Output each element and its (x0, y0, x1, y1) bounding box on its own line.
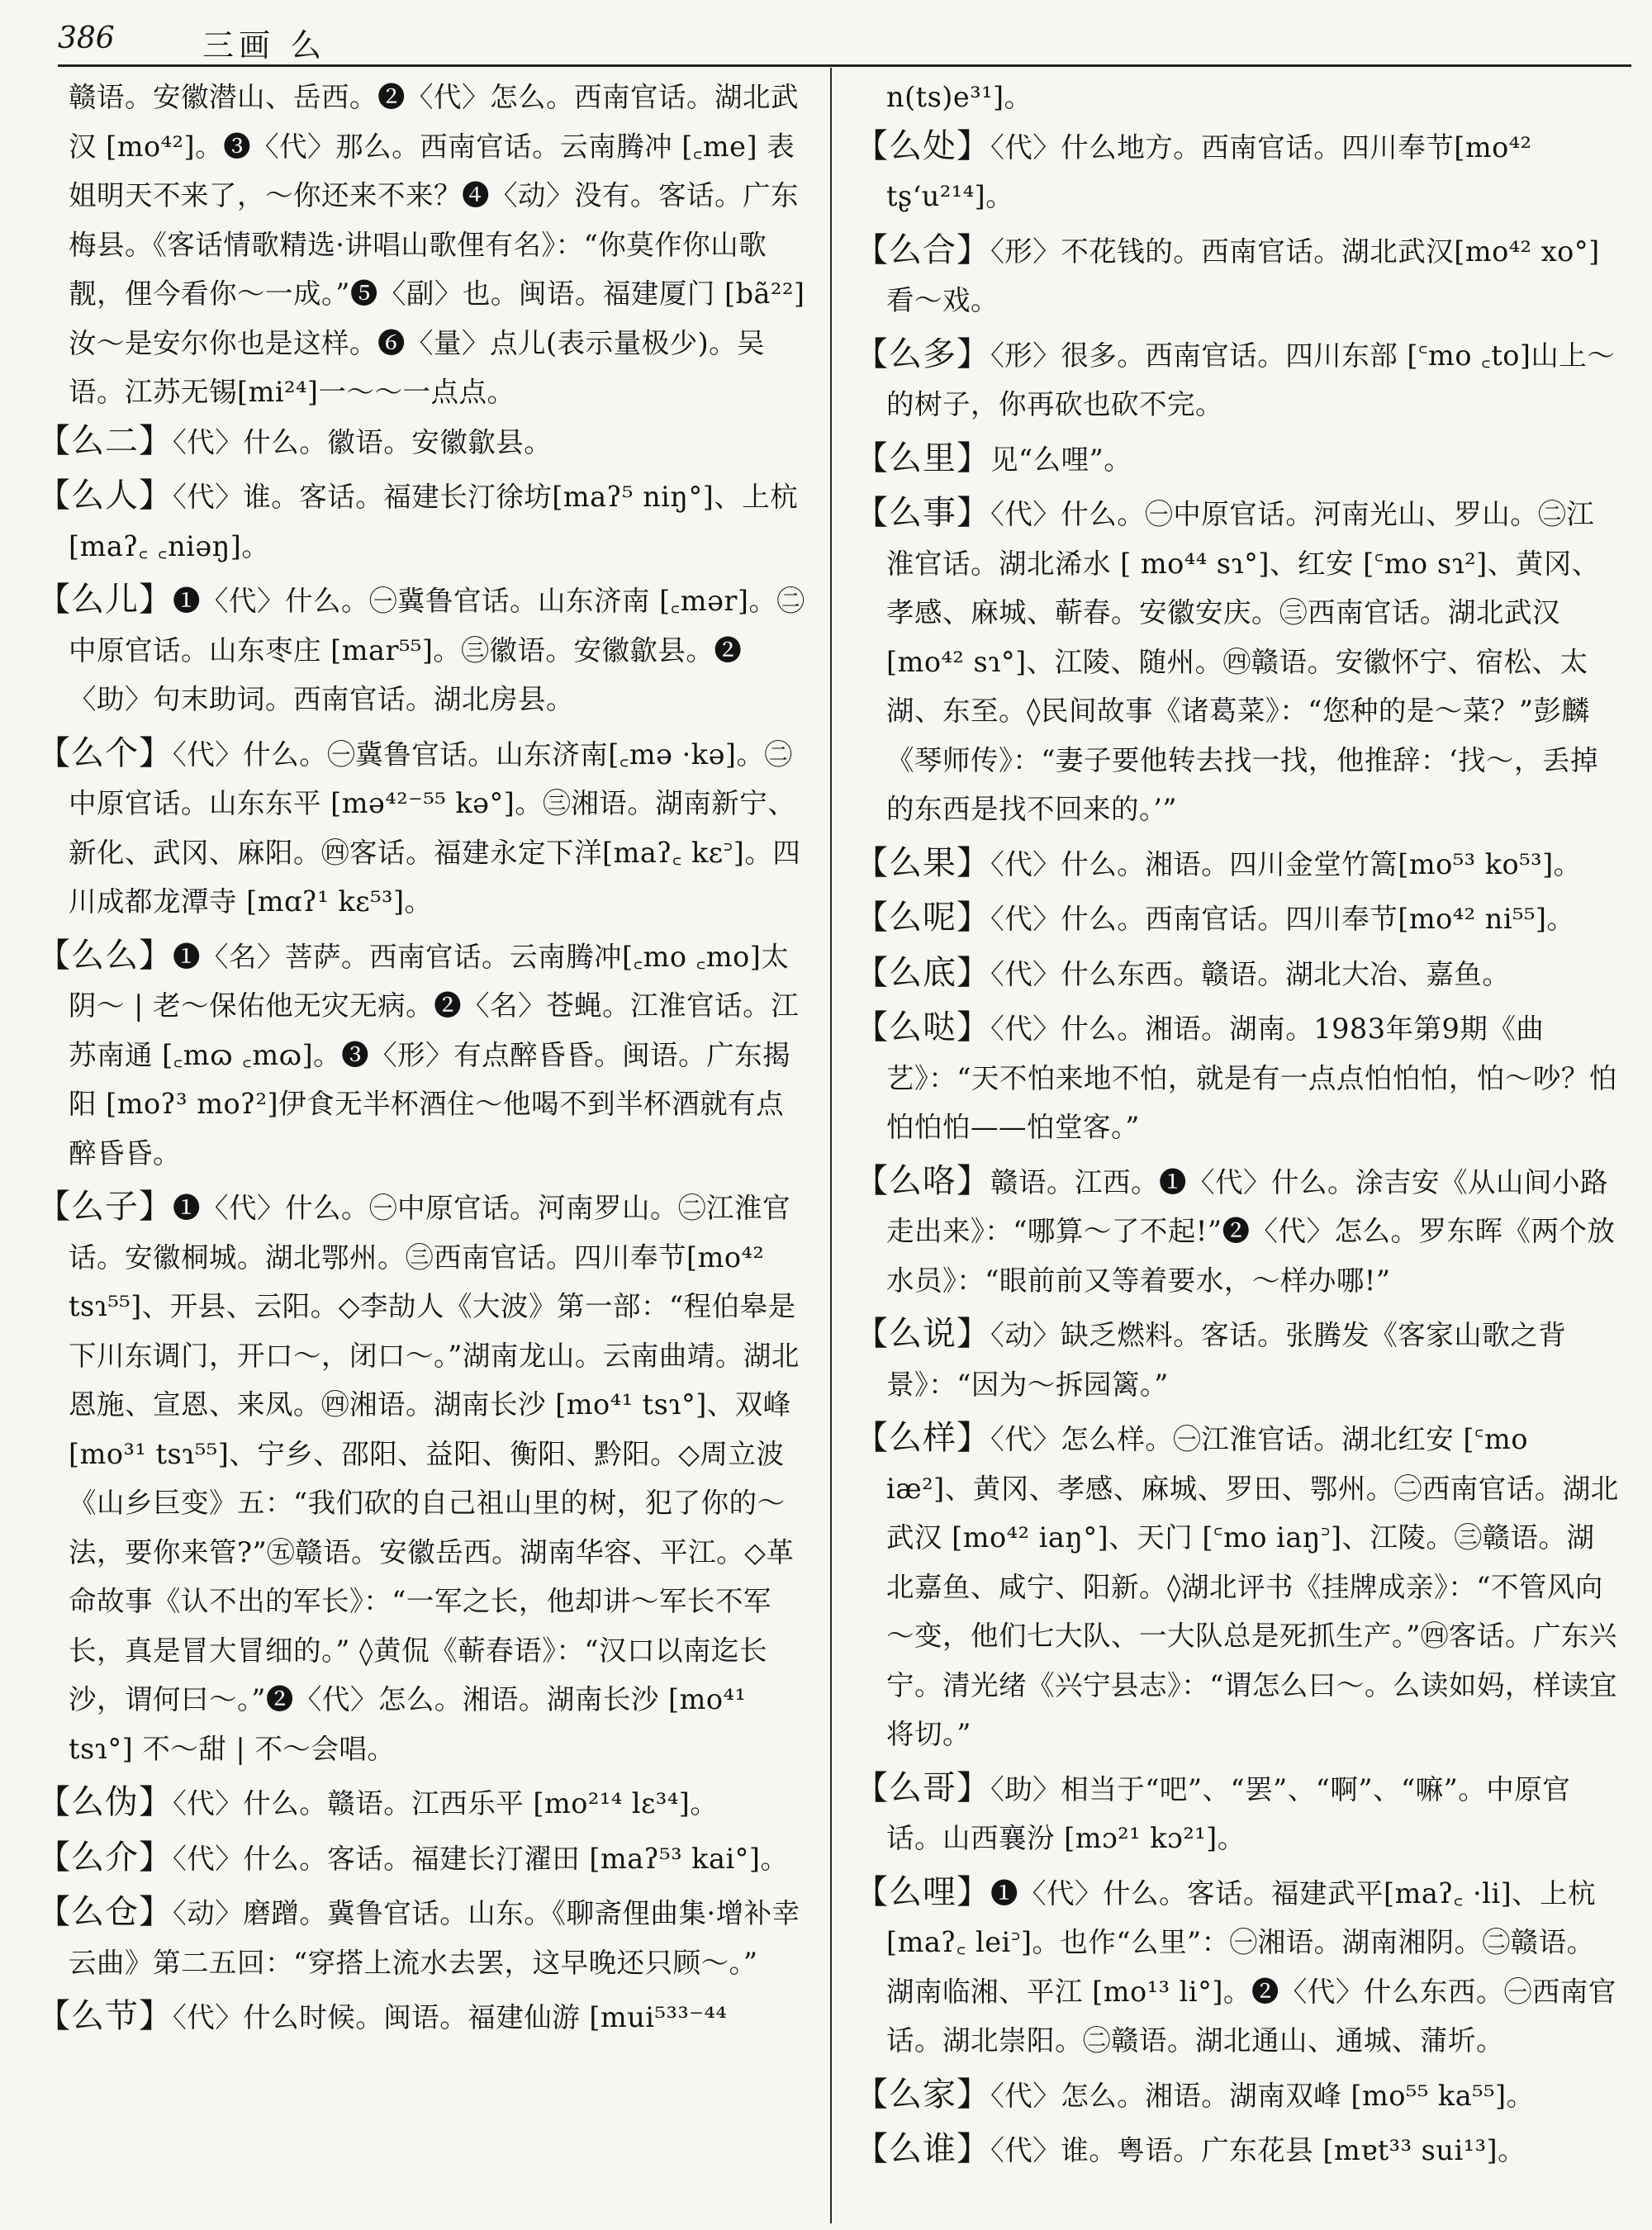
entry-text: 〈形〉不花钱的。西南官话。湖北武汉[mo⁴² xo°] 看～戏。 (886, 235, 1600, 316)
entry-headword: 【么子】 (37, 1188, 173, 1226)
entry-text: 〈助〉相当于“吧”、“罢”、“啊”、“嘛”。中原官话。山西襄汾 [mɔ²¹ kɔ²¹]。 (886, 1772, 1571, 1854)
dictionary-entry (855, 1414, 1619, 1759)
entry-headword: 【么样】 (855, 1419, 990, 1457)
dictionary-entry (37, 729, 805, 927)
dictionary-entry (855, 2071, 1619, 2121)
entry-headword: 【么哥】 (855, 1768, 990, 1807)
entry-text: 〈动〉磨蹭。冀鲁官话。山东。《聊斋俚曲集·增补幸云曲》第二五回：“穿搭上流水去罢，这早晚还只顾～。” (69, 1897, 800, 1979)
dictionary-entry (37, 1992, 805, 2043)
entry-headword: 【么里】 (855, 439, 990, 477)
dictionary-entry (855, 1868, 1619, 2066)
right-column (855, 73, 1619, 2220)
entry-text: 〈代〉什么。湘语。四川金堂竹篙[mo⁵³ ko⁵³]。 (990, 847, 1582, 880)
entry-headword: 【么家】 (855, 2075, 990, 2114)
entry-text: n(ts)e³¹]。 (886, 81, 1032, 113)
dictionary-entry (37, 1888, 805, 1987)
dictionary-entry (855, 1310, 1619, 1409)
entry-headword: 【么二】 (37, 421, 173, 460)
dictionary-entry (855, 122, 1619, 221)
entry-headword: 【么人】 (37, 477, 173, 515)
entry-text: ❶〈代〉什么。㊀冀鲁官话。山东济南 [꜀mər]。㊁中原官话。山东枣庄 [mar⁵⁵]。㊂徽语。安徽歙县。❷〈助〉句末助词。西南官话。湖北房县。 (69, 585, 805, 715)
page-header (58, 15, 1631, 67)
dictionary-entry (855, 489, 1619, 834)
entry-headword: 【么个】 (37, 733, 173, 772)
entry-text: 〈代〉什么。西南官话。四川奉节[mo⁴² ni⁵⁵]。 (990, 903, 1575, 935)
entry-headword: 【么儿】 (37, 581, 173, 619)
entry-headword: 【么节】 (37, 1997, 173, 2035)
page-number: 386 (58, 21, 115, 55)
dictionary-entry (37, 1834, 805, 1884)
dictionary-entry (37, 1778, 805, 1829)
entry-text: 〈代〉什么地方。西南官话。四川奉节[mo⁴² tʂʻu²¹⁴]。 (886, 130, 1532, 212)
entry-text: 〈代〉谁。粤语。广东花县 [mɐt³³ sui¹³]。 (990, 2134, 1526, 2166)
continued-entry (37, 73, 805, 417)
dictionary-entry (37, 1183, 805, 1773)
entry-headword: 【么果】 (855, 843, 990, 882)
running-head: 三画 么 (202, 27, 327, 64)
entry-text: 〈代〉什么。徽语。安徽歙县。 (173, 425, 553, 458)
dictionary-entry (855, 330, 1619, 429)
entry-text: 赣语。江西。❶〈代〉什么。涂吉安《从山间小路走出来》：“哪算～了不起!”❷〈代〉怎么。罗东晖《两个放水员》：“眼前前又等着要水，～样办哪!” (886, 1165, 1616, 1297)
dictionary-entry (37, 417, 805, 467)
dictionary-entry (855, 434, 1619, 485)
entry-text: 赣语。安徽潜山、岳西。❷〈代〉怎么。西南官话。湖北武汉 [mo⁴²]。❸〈代〉那么。西南官话。云南腾冲 [꜀me] 表姐明天不来了，～你还来不来？❹〈动〉没有。客话。广东梅县。《客话情歌精选·讲唱山歌俚有名》：“你莫作你山歌靓，俚今看你～一成。”❺〈副〉也。闽语。福建厦门 [bã²²] 汝～是安尔你也是这样。❻〈量〉点儿(表示量极少)。吴语。江苏无锡[mi²⁴]一～～一点点。 (69, 81, 805, 408)
entry-text: 〈代〉什么。㊀中原官话。河南光山、罗山。㊁江淮官话。湖北浠水 [ mo⁴⁴ sɿ°]、红安 [꜂mo sɿ²]、黄冈、孝感、麻城、蕲春。安徽安庆。㊂西南官话。湖北武汉[mo⁴² sɿ°]、江陵、随州。㊃赣语。安徽怀宁、宿松、太湖、东至。◊民间故事《诸葛菜》：“您种的是～菜？”彭麟《琴师传》：“妻子要他转去找一找，他推辞：‘找～，丢掉的东西是找不回来的。’” (886, 498, 1600, 825)
entry-headword: 【么处】 (855, 126, 990, 165)
entry-headword: 【么合】 (855, 230, 990, 269)
entry-text: 〈代〉怎么样。㊀江淮官话。湖北红安 [꜂mo iæ²]、黄冈、孝感、麻城、罗田、鄂州。㊁西南官话。湖北武汉 [mo⁴² iaŋ°]、天门 [꜂mo iaŋ꜄]、江陵。㊂赣语。湖北嘉鱼、咸宁、阳新。◊湖北评书《挂牌成亲》：“不管风向～变，他们七大队、一大队总是死抓生产。”㊃客话。广东兴宁。清光绪《兴宁县志》：“谓怎么曰～。么读如妈，样读宜将切。” (886, 1423, 1619, 1750)
entry-headword: 【么么】 (37, 936, 173, 975)
entry-text: 〈代〉什么东西。赣语。湖北大冶、嘉鱼。 (990, 957, 1511, 990)
entry-headword: 【么哒】 (855, 1008, 990, 1046)
entry-headword: 【么仓】 (37, 1893, 173, 1931)
entry-headword: 【么说】 (855, 1315, 990, 1353)
entry-headword: 【么谁】 (855, 2130, 990, 2168)
entry-text: 〈代〉什么。㊀冀鲁官话。山东济南[꜀mə ·kə]。㊁中原官话。山东东平 [mə⁴²⁻⁵⁵ kə°]。㊂湘语。湖南新宁、新化、武冈、麻阳。㊃客话。福建永定下洋[maʔ꜀ kɛ꜄]。四川成都龙潭寺 [mɑʔ¹ kɛ⁵³]。 (69, 738, 801, 918)
left-column (37, 73, 805, 2220)
entry-text: 〈代〉什么时候。闽语。福建仙游 [mui⁵³³⁻⁴⁴ (173, 2001, 728, 2033)
entry-headword: 【么呢】 (855, 899, 990, 937)
entry-text: ❶〈名〉菩萨。西南官话。云南腾冲[꜀mo ꜀mo]太阴～ | 老～保佑他无灾无病。❷〈名〉苍蝇。江淮官话。江苏南通 [꜀mɷ ꜀mɷ]。❸〈形〉有点醉昏昏。闽语。广东揭阳 [moʔ³ moʔ²]伊食无半杯酒住～他喝不到半杯酒就有点醉昏昏。 (69, 940, 800, 1170)
dictionary-entry (855, 2125, 1619, 2175)
dictionary-entry (855, 1157, 1619, 1306)
entry-text: 〈代〉什么。赣语。江西乐平 [mo²¹⁴ lɛ³⁴]。 (173, 1787, 719, 1820)
continued-entry (855, 73, 1619, 122)
dictionary-entry (855, 1764, 1619, 1863)
entry-headword: 【么多】 (855, 334, 990, 373)
entry-headword: 【么事】 (855, 494, 990, 532)
entry-text: ❶〈代〉什么。㊀中原官话。河南罗山。㊁江淮官话。安徽桐城。湖北鄂州。㊂西南官话。四川奉节[mo⁴² tsɿ⁵⁵]、开县、云阳。◇李劼人《大波》第一部：“程伯皋是下川东调门，开口～，闭口～。”湖南龙山。云南曲靖。湖北恩施、宣恩、来凤。㊃湘语。湖南长沙 [mo⁴¹ tsɿ°]、双峰 [mo³¹ tsɿ⁵⁵]、宁乡、邵阳、益阳、衡阳、黔阳。◇周立波《山乡巨变》五：“我们砍的自己祖山里的树，犯了你的～法，要你来管?”㊄赣语。安徽岳西。湖南华容、平江。◇革命故事《认不出的军长》：“一军之长，他却讲～军长不军长，真是冒大冒细的。” ◊黄侃《蕲春语》：“汉口以南迄长沙，谓何曰～。”❷〈代〉怎么。湘语。湖南长沙 [mo⁴¹ tsɿ°] 不～甜 | 不～会唱。 (69, 1192, 800, 1765)
column-divider (830, 68, 832, 2223)
entry-text: 见“么哩”。 (990, 443, 1132, 476)
entry-text: 〈代〉怎么。湘语。湖南双峰 [mo⁵⁵ ka⁵⁵]。 (990, 2079, 1535, 2112)
entry-text: 〈形〉很多。西南官话。四川东部 [꜂mo ꜀to]山上～的树子，你再砍也砍不完。 (886, 339, 1616, 420)
entry-text: 〈动〉缺乏燃料。客话。张腾发《客家山歌之背景》：“因为～拆园篱。” (886, 1319, 1567, 1401)
entry-headword: 【么底】 (855, 953, 990, 992)
entry-text: ❶〈代〉什么。客话。福建武平[maʔ꜀ ·li]、上杭[maʔ꜀ lei꜄]。也作“么里”：㊀湘语。湖南湘阴。㊁赣语。湖南临湘、平江 [mo¹³ li°]。❷〈代〉什么东西。㊀西南官话。湖北崇阳。㊁赣语。湖北通山、通城、蒲圻。 (886, 1877, 1616, 2057)
dictionary-entry (37, 576, 805, 724)
entry-headword: 【么咯】 (855, 1161, 990, 1200)
entry-headword: 【么哩】 (855, 1872, 990, 1911)
dictionary-entry (855, 1004, 1619, 1152)
dictionary-entry (37, 472, 805, 571)
entry-text: 〈代〉什么。客话。福建长汀濯田 [maʔ⁵³ kai°]。 (173, 1842, 789, 1875)
dictionary-entry (37, 932, 805, 1179)
entry-text: 〈代〉谁。客话。福建长汀徐坊[maʔ⁵ niŋ°]、上杭 [maʔ꜀ ꜀niəŋ]。 (69, 481, 799, 562)
entry-headword: 【么伪】 (37, 1783, 173, 1821)
dictionary-entry (855, 894, 1619, 944)
dictionary-entry (855, 949, 1619, 999)
entry-headword: 【么介】 (37, 1838, 173, 1877)
dictionary-entry (855, 839, 1619, 890)
dictionary-entry (855, 226, 1619, 325)
entry-text: 〈代〉什么。湘语。湖南。1983年第9期《曲艺》：“天不怕来地不怕，就是有一点点怕怕怕，怕～吵？怕怕怕怕——怕堂客。” (886, 1013, 1617, 1143)
